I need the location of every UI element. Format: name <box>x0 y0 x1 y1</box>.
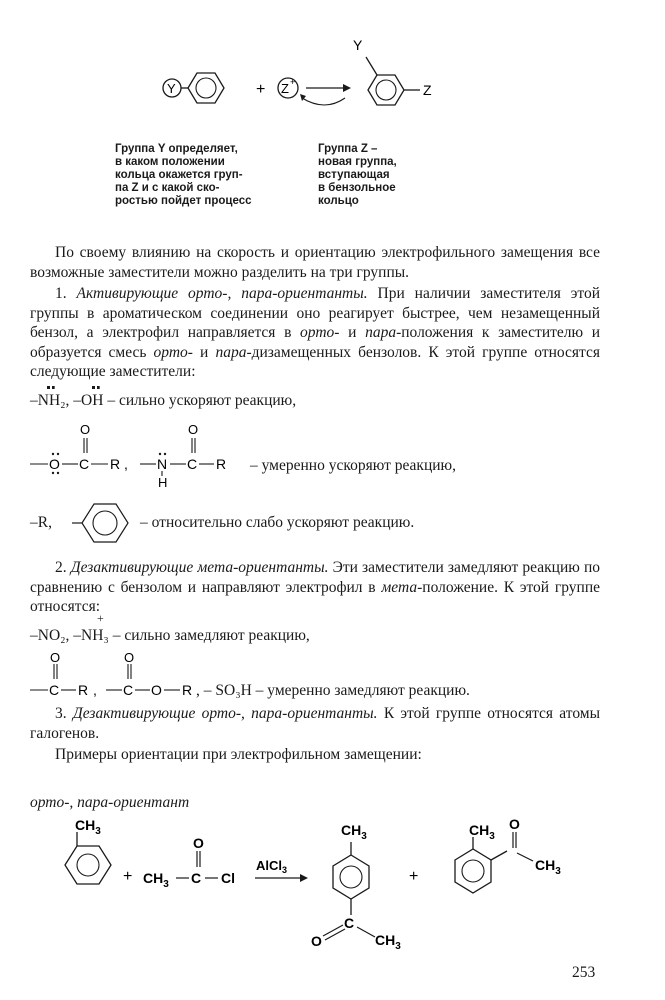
group1-title: Активирующие орто-, пара-ориентанты. <box>76 285 368 302</box>
weak-r: –R, <box>30 514 52 531</box>
ortho-product-ring <box>455 849 491 893</box>
toluene-ring <box>65 846 111 884</box>
caption-y: Группа Y определяет, в каком положении кольца окажется груп- па Z и с какой ско- ростью пойдет процесс <box>115 143 252 207</box>
toluene-ch3: $CH_3$ <box>75 817 101 837</box>
top-reaction-scheme <box>150 30 450 140</box>
y-top-label: Y <box>353 37 363 53</box>
svg-text:C: C <box>123 682 134 698</box>
svg-text:R: R <box>78 682 89 698</box>
svg-text:O: O <box>124 650 135 665</box>
benzene-substituent <box>70 498 140 548</box>
z-charge: + <box>290 77 296 87</box>
svg-text:R: R <box>216 456 227 472</box>
group3-paragraph: 3. Дезактивирующие орто-, пара-ориентанты. К этой группе относятся атомы галогенов. <box>30 705 601 742</box>
strong-groups: –NH₂, –OH <box>30 392 104 409</box>
y-label: Y <box>167 81 176 96</box>
svg-text:O: O <box>80 422 91 437</box>
page-number: 253 <box>572 964 596 981</box>
svg-text:O: O <box>49 456 60 472</box>
svg-text:O: O <box>188 422 199 437</box>
moderate-activators-structures <box>28 420 248 490</box>
para-ch3: $CH_3$ <box>341 822 367 842</box>
examples-heading: Примеры ориентации при электрофильном замещении: <box>55 746 422 763</box>
svg-text:,: , <box>93 682 97 698</box>
group3-title: Дезактивирующие орто-, пара-ориентанты. <box>72 705 378 722</box>
para-acetyl-ch3: $CH_3$ <box>375 932 401 952</box>
z-label: Z <box>281 81 289 96</box>
ortho-acetyl-ch3: $CH_3$ <box>535 857 561 877</box>
lone-pair-n <box>47 386 55 392</box>
acyl-c: C <box>191 870 202 886</box>
acyl-cl: Cl <box>221 870 235 886</box>
svg-text:R: R <box>110 456 121 472</box>
svg-text:N: N <box>157 456 168 472</box>
para-c: C <box>344 915 355 931</box>
ortho-o: O <box>509 816 520 832</box>
reaction-plus-1: + <box>123 868 133 885</box>
strong-activators-text: – сильно ускоряют реакцию, <box>107 392 297 409</box>
acyl-o: O <box>193 835 204 851</box>
example-reaction <box>55 815 615 955</box>
acyl-ch3: $CH_3$ <box>143 870 169 890</box>
strong-deactivators-text: – сильно замедляют реакцию, <box>112 627 310 644</box>
svg-text:R: R <box>182 682 193 698</box>
svg-text:O: O <box>50 650 61 665</box>
moderate-deactivators-text: , – SO₃H – умеренно замедляют реакцию. <box>196 682 470 699</box>
catalyst: AlCl$_3$ <box>256 858 288 875</box>
reaction-plus-2: + <box>409 868 419 885</box>
deactivator-groups: –NO₂, –NH₃ <box>30 627 109 644</box>
ortho-ch3: $CH_3$ <box>469 822 495 842</box>
example-label: орто-, пара-ориентант <box>30 794 190 811</box>
intro-paragraph: По своему влиянию на скорость и ориентацию электрофильного замещения все возможные заместители можно разделить на три группы. <box>30 244 600 281</box>
svg-text:,: , <box>124 456 128 472</box>
plus-sign: + <box>256 81 266 98</box>
nh3-charge: + <box>97 611 104 625</box>
svg-text:C: C <box>79 456 90 472</box>
caption-z: Группа Z – новая группа, вступающая в бензольное кольцо <box>318 143 397 207</box>
svg-text:C: C <box>187 456 198 472</box>
z-right-label: Z <box>423 82 432 98</box>
group2-title: Дезактивирующие мета-ориентанты. <box>70 559 329 576</box>
group1-paragraph: 1. Активирующие орто-, пара-ориентанты. При наличии заместителя этой группы в ароматическом соединении оно реагирует быстрее, чем незамещенный бензол, а электрофил направляется в орто- и пара-положения к заместителю и образуется смесь орто- и пара-дизамещенных бензолов. К этой группе относятся следующие заместители: <box>30 285 601 380</box>
moderate-activators-text: – умеренно ускоряют реакцию, <box>250 457 457 474</box>
group2-paragraph: 2. Дезактивирующие мета-ориентанты. Эти заместители замедляют реакцию по сравнению с бензолом и направляют электрофил в мета-положение. К этой группе относятся: <box>30 559 601 615</box>
svg-text:H: H <box>158 475 168 490</box>
svg-text:C: C <box>49 682 60 698</box>
strong-activators-line <box>30 391 296 410</box>
svg-text:O: O <box>151 682 162 698</box>
weak-activators-text: – относительно слабо ускоряют реакцию. <box>140 514 415 531</box>
para-o: O <box>311 933 322 949</box>
lone-pair-o <box>92 386 100 392</box>
strong-deactivators-line <box>30 626 310 645</box>
para-product-ring <box>333 855 369 899</box>
